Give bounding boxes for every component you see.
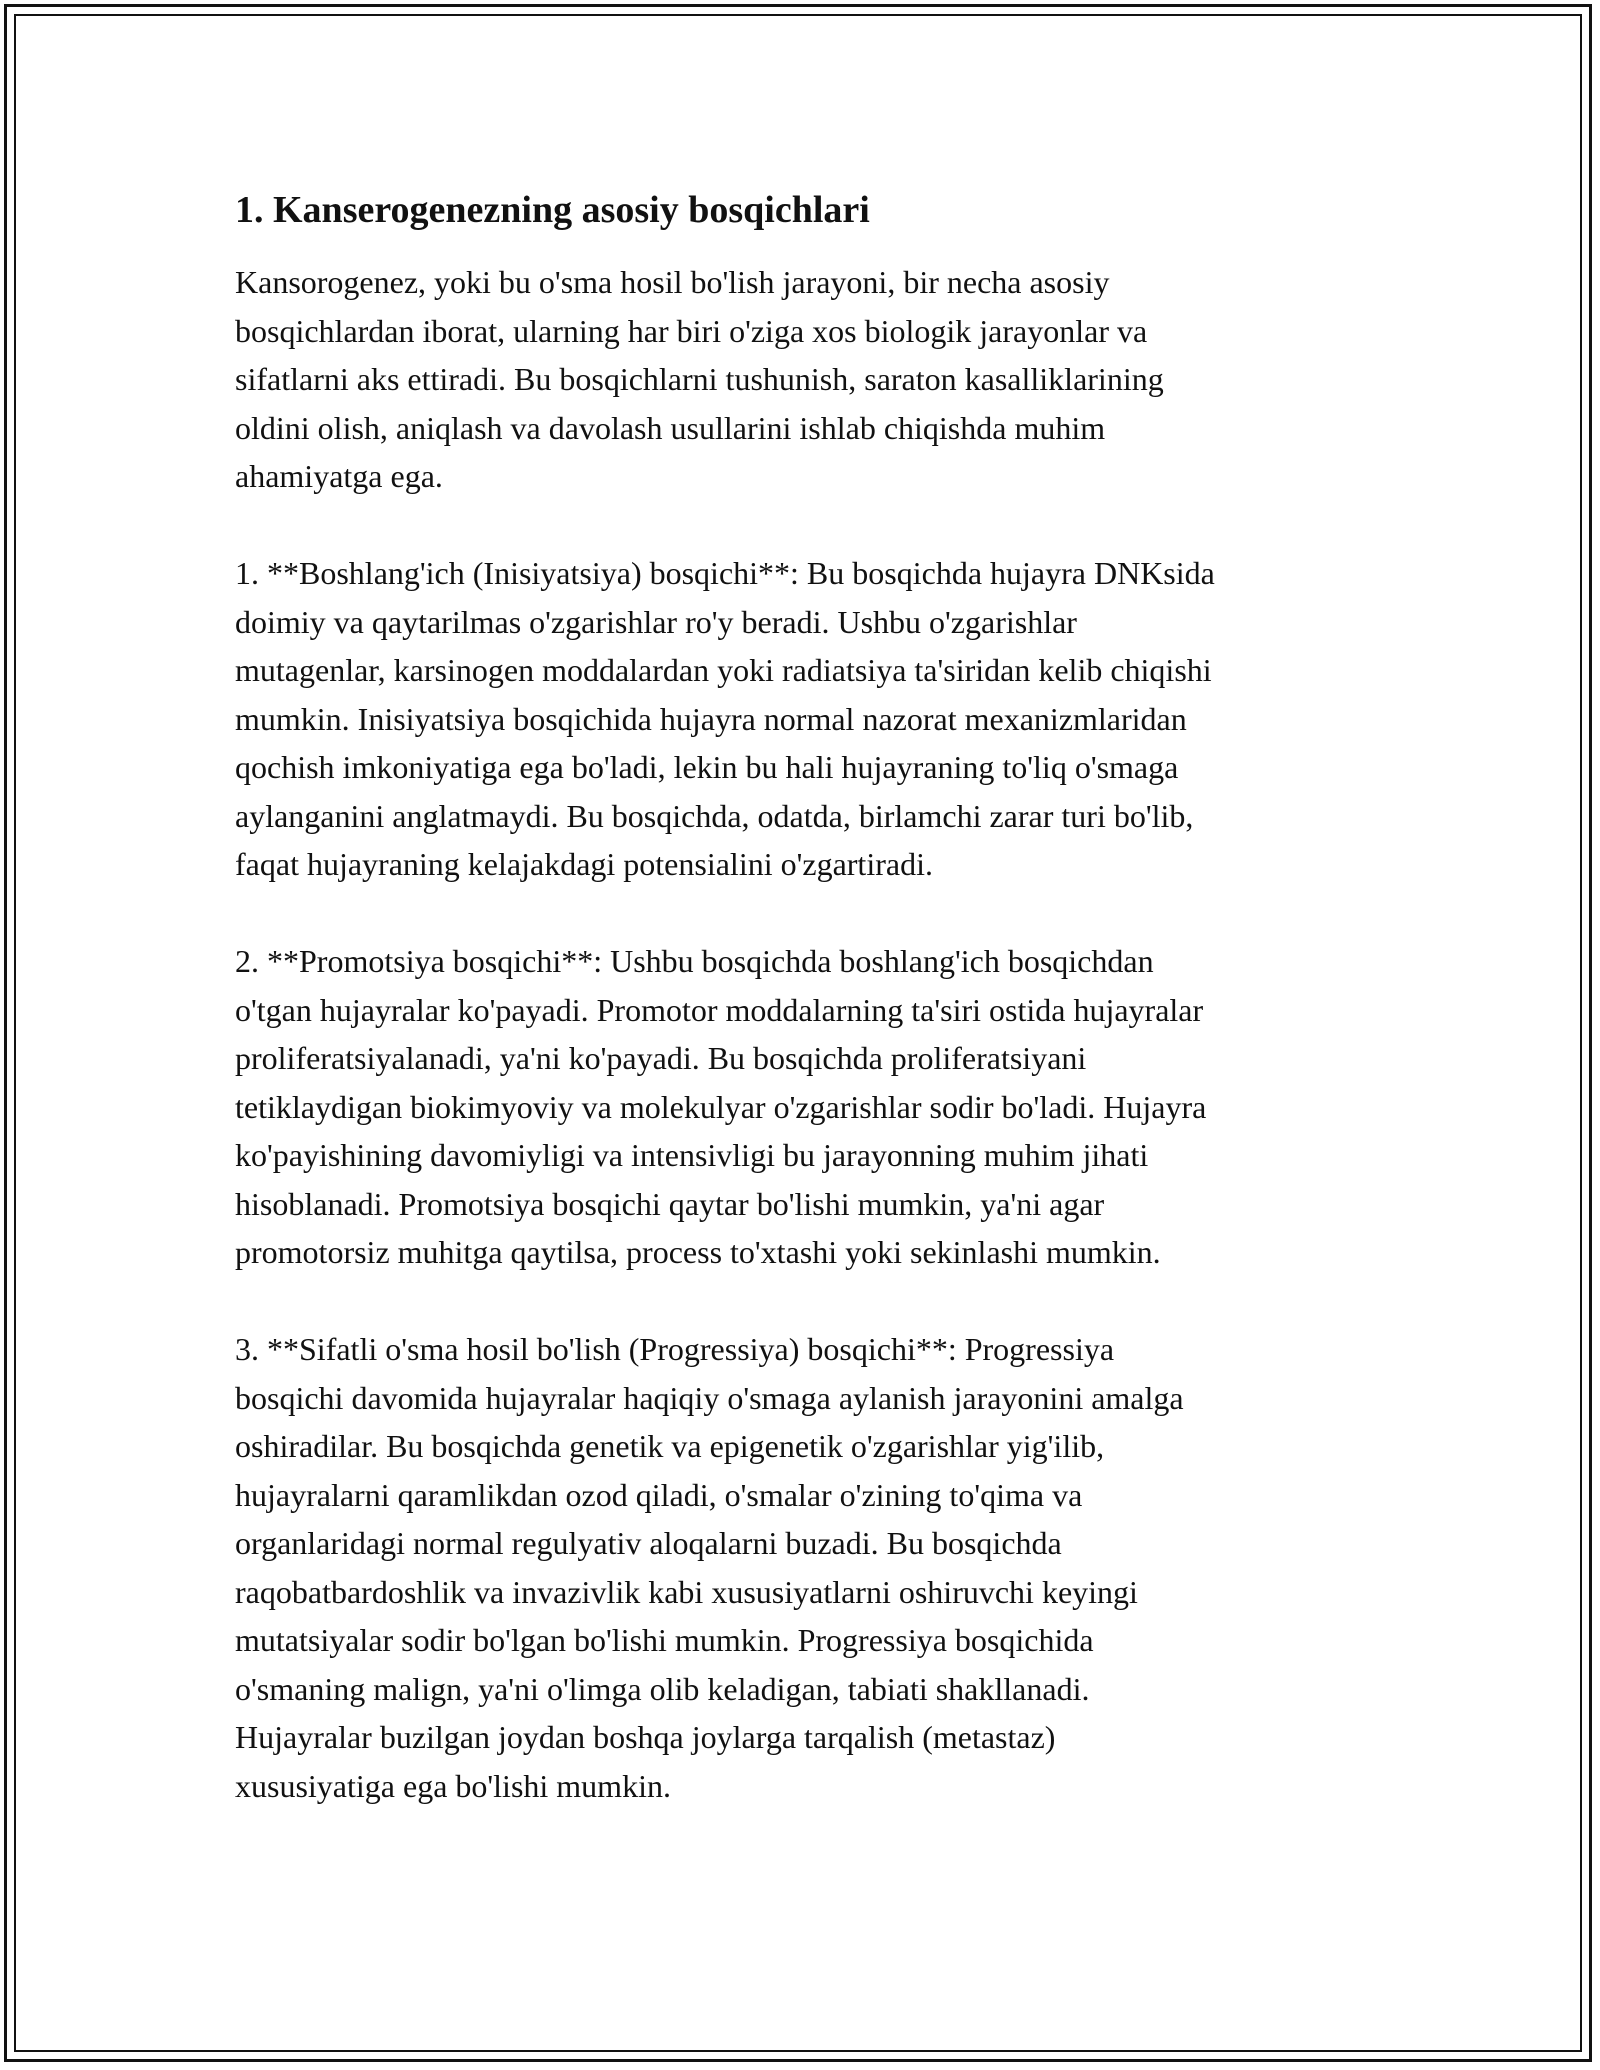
initiation-paragraph: 1. **Boshlang'ich (Inisiyatsiya) bosqichi**: Bu bosqichda hujayra DNKsida doimiy va qaytarilmas o'zgarishlar ro'y beradi. Ushbu o'zgarishlar mutagenlar, karsinogen moddalardan yoki radiatsiya ta'siridan kelib chiqishi mumkin. Inisiyatsiya bosqichida hujayra normal nazorat mexanizmlaridan qochish imkoniyatiga ega bo'ladi, lekin bu hali hujayraning to'liq o'smaga aylanganini anglatmaydi. Bu bosqichda, odatda, birlamchi zarar turi bo'lib, faqat hujayraning kelajakdagi potensialini o'zgartiradi. (235, 555, 1215, 882)
document-body (235, 186, 1385, 1859)
promotion-paragraph: 2. **Promotsiya bosqichi**: Ushbu bosqichda boshlang'ich bosqichdan o'tgan hujayralar ko'payadi. Promotor moddalarning ta'siri ostida hujayralar proliferatsiyalanadi, ya'ni ko'payadi. Bu bosqichda proliferatsiyani tetiklaydigan biokimyoviy va molekulyar o'zgarishlar sodir bo'ladi. Hujayra ko'payishining davomiyligi va intensivligi bu jarayonning muhim jihati hisoblanadi. Promotsiya bosqichi qaytar bo'lishi mumkin, ya'ni agar promotorsiz muhitga qaytilsa, process to'xtashi yoki sekinlashi mumkin. (235, 943, 1207, 1270)
progression-paragraph: 3. **Sifatli o'sma hosil bo'lish (Progressiya) bosqichi**: Progressiya bosqichi davomida hujayralar haqiqiy o'smaga aylanish jarayonini amalga oshiradilar. Bu bosqichda genetik va epigenetik o'zgarishlar yig'ilib, hujayralarni qaramlikdan ozod qiladi, o'smalar o'zining to'qima va organlaridagi normal regulyativ aloqalarni buzadi. Bu bosqichda raqobatbardoshlik va invazivlik kabi xususiyatlarni oshiruvchi keyingi mutatsiyalar sodir bo'lgan bo'lishi mumkin. Progressiya bosqichida o'smaning malign, ya'ni o'limga olib keladigan, tabiati shakllanadi. Hujayralar buzilgan joydan boshqa joylarga tarqalish (metastaz) xususiyatiga ega bo'lishi mumkin. (235, 1331, 1184, 1804)
intro-paragraph: Kansorogenez, yoki bu o'sma hosil bo'lish jarayoni, bir necha asosiy bosqichlardan iborat, ularning har biri o'ziga xos biologik jarayonlar va sifatlarni aks ettiradi. Bu bosqichlarni tushunish, saraton kasalliklarining oldini olish, aniqlash va davolash usullarini ishlab chiqishda muhim ahamiyatga ega. (235, 264, 1164, 494)
section-heading: 1. Kanserogenezning asosiy bosqichlari (235, 189, 870, 231)
